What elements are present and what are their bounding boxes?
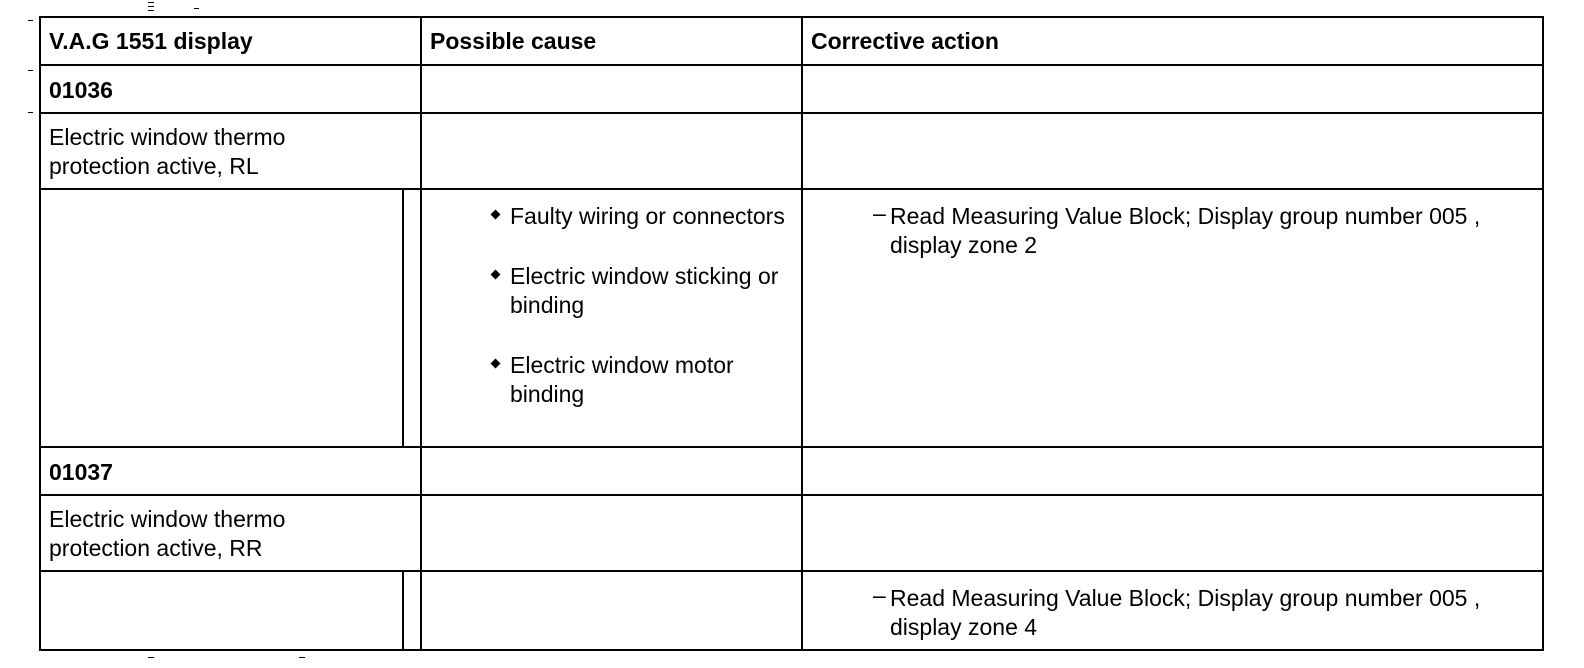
cause-text: Electric window motor binding: [510, 352, 734, 407]
corrective-action-text: Read Measuring Value Block; Display group number 005 , display zone 2: [890, 203, 1481, 258]
margin-mark: [148, 10, 154, 11]
corrective-action-text: Read Measuring Value Block; Display group number 005 , display zone 4: [890, 585, 1481, 640]
table-row: [41, 448, 1542, 496]
diagnostic-table: [39, 16, 1544, 651]
fault-code-cell: [41, 448, 422, 494]
margin-mark: [194, 8, 199, 9]
indent-cell: [404, 190, 422, 446]
empty-cell: [803, 448, 1542, 494]
diamond-bullet-icon: [491, 210, 501, 220]
fault-code: 01036: [49, 77, 113, 103]
margin-mark: [28, 20, 33, 21]
diamond-bullet-icon: [491, 270, 501, 280]
margin-mark: [148, 6, 154, 7]
fault-description-cell: [41, 496, 422, 570]
header-cause-label: Possible cause: [430, 28, 597, 54]
margin-mark: [28, 70, 33, 71]
fault-description: Electric window thermo protection active, RL: [49, 124, 286, 179]
corrective-action-item: [873, 202, 1530, 260]
empty-cell: [422, 448, 803, 494]
cause-text: Faulty wiring or connectors: [510, 203, 785, 229]
table-row: [41, 496, 1542, 572]
table-row: [41, 572, 1542, 649]
header-cell-action: [803, 18, 1542, 64]
fault-code: 01037: [49, 459, 113, 485]
header-cell-cause: [422, 18, 803, 64]
list-item: [489, 202, 789, 231]
fault-description: Electric window thermo protection active, RR: [49, 506, 286, 561]
table-row: [41, 190, 1542, 448]
fault-description-cell: [41, 114, 422, 188]
corrective-action-item: [873, 584, 1530, 642]
indent-cell: [404, 572, 422, 649]
list-item: [489, 262, 789, 320]
corrective-action-cell: [803, 572, 1542, 649]
diamond-bullet-icon: [491, 359, 501, 369]
margin-mark: [299, 657, 305, 658]
margin-mark: [148, 657, 154, 658]
empty-cell: [803, 66, 1542, 112]
possible-cause-cell: [422, 572, 803, 649]
dash-bullet-icon: –: [873, 582, 886, 608]
possible-cause-cell: [422, 190, 803, 446]
header-display-label: V.A.G 1551 display: [49, 28, 253, 54]
header-cell-display: [41, 18, 422, 64]
empty-cell: [803, 496, 1542, 570]
empty-cell: [422, 496, 803, 570]
table-row: [41, 114, 1542, 190]
empty-cell: [41, 572, 404, 649]
empty-cell: [41, 190, 404, 446]
dash-bullet-icon: –: [873, 200, 886, 226]
corrective-action-cell: [803, 190, 1542, 446]
possible-cause-list: [489, 202, 789, 409]
empty-cell: [422, 66, 803, 112]
fault-code-cell: [41, 66, 422, 112]
list-item: [489, 351, 789, 409]
margin-mark: [28, 112, 33, 113]
margin-mark: [148, 2, 154, 3]
table-row: [41, 66, 1542, 114]
empty-cell: [422, 114, 803, 188]
empty-cell: [803, 114, 1542, 188]
header-action-label: Corrective action: [811, 28, 999, 54]
cause-text: Electric window sticking or binding: [510, 263, 779, 318]
table-header-row: [41, 18, 1542, 66]
